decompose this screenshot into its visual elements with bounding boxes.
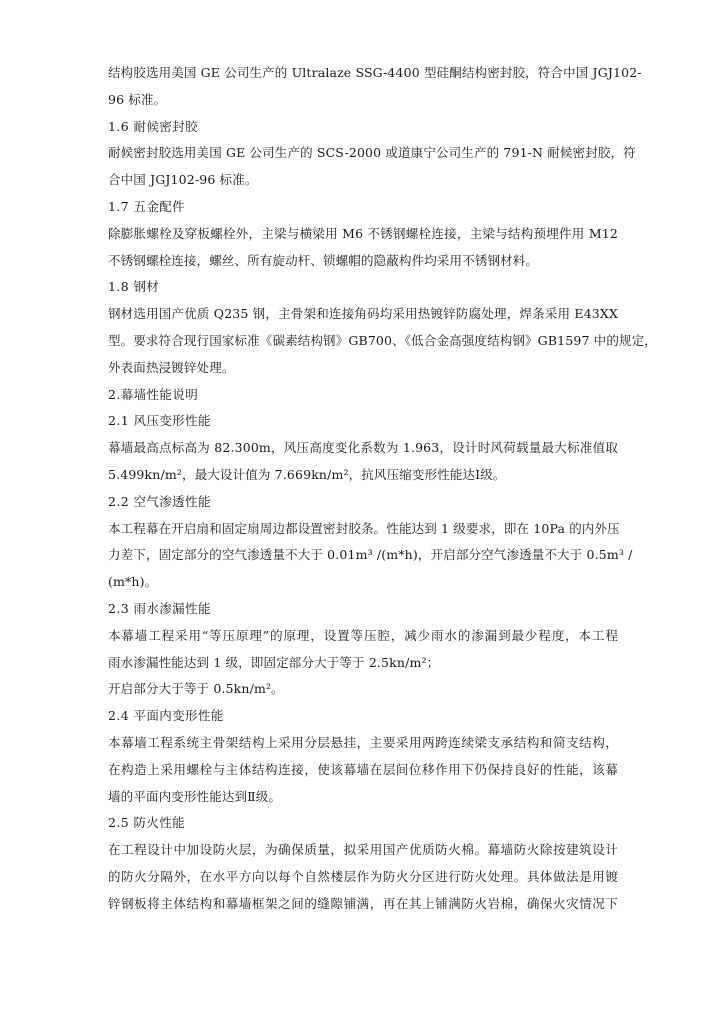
paragraph-line: 不锈钢螺栓连接，螺丝、所有旋动杆、锁螺帽的隐蔽构件均采用不锈钢材料。	[108, 252, 539, 268]
paragraph-line: 的防火分隔外，在水平方向以每个自然楼层作为防火分区进行防火处理。具体做法是用镀	[108, 868, 618, 884]
section-heading: 2.5 防火性能	[108, 815, 186, 831]
section-heading: 1.6 耐候密封胶	[108, 118, 198, 134]
section-heading: 2.4 平面内变形性能	[108, 708, 224, 724]
paragraph-line: 除膨胀螺栓及穿板螺栓外，主梁与横梁用 M6 不锈钢螺栓连接，主梁与结构预埋件用 M12	[108, 225, 618, 241]
section-heading: 2.2 空气渗透性能	[108, 493, 211, 509]
paragraph-line: 96 标准。	[108, 91, 167, 107]
paragraph-line: 耐候密封胶选用美国 GE 公司生产的 SCS-2000 或道康宁公司生产的 791-N 耐候密封胶，符	[108, 145, 636, 161]
section-heading: 1.7 五金配件	[108, 198, 186, 214]
paragraph-line: 5.499kn/m²，最大设计值为 7.669kn/m²，抗风压缩变形性能达Ⅰ级。	[108, 466, 506, 482]
paragraph-line: 合中国 JGJ102-96 标准。	[108, 172, 258, 188]
paragraph-line: 本幕墙工程系统主骨架结构上采用分层悬挂，主要采用两跨连续梁支承结构和简支结构，	[108, 734, 618, 750]
paragraph-line: 锌钢板将主体结构和幕墙框架之间的缝隙铺满，再在其上铺满防火岩棉，确保火灾情况下	[108, 895, 618, 911]
paragraph-line: 本幕墙工程采用“等压原理”的原理，设置等压腔，减少雨水的渗漏到最少程度，本工程	[108, 627, 618, 643]
paragraph-line: 力差下，固定部分的空气渗透量不大于 0.01m³ /(m*h)，开启部分空气渗透量不大于 0.5m³ /	[108, 547, 633, 563]
paragraph-line: (m*h)。	[108, 574, 158, 590]
section-heading: 2.1 风压变形性能	[108, 413, 211, 429]
paragraph-line: 本工程幕在开启扇和固定扇周边都设置密封胶条。性能达到 1 级要求，即在 10Pa 的内外压	[108, 520, 620, 536]
paragraph-line: 结构胶选用美国 GE 公司生产的 Ultralaze SSG-4400 型硅酮结构密封胶，符合中国 JGJ102-	[108, 65, 642, 80]
paragraph-line: 雨水渗漏性能达到 1 级，即固定部分大于等于 2.5kn/m²；	[108, 654, 440, 670]
section-heading: 1.8 钢材	[108, 279, 160, 295]
paragraph-line: 在工程设计中加设防火层，为确保质量，拟采用国产优质防火棉。幕墙防火除按建筑设计	[108, 842, 618, 858]
paragraph-line: 钢材选用国产优质 Q235 钢，主骨架和连接角码均采用热镀锌防腐处理，焊条采用 E43XX	[108, 306, 618, 322]
paragraph-line: 在构造上采用螺栓与主体结构连接，使该幕墙在层间位移作用下仍保持良好的性能，该幕	[108, 761, 618, 777]
paragraph-line: 墙的平面内变形性能达到Ⅱ级。	[108, 788, 282, 804]
paragraph-line: 外表面热浸镀锌处理。	[108, 359, 235, 375]
section-heading: 2.幕墙性能说明	[108, 386, 199, 402]
paragraph-line: 幕墙最高点标高为 82.300m，风压高度变化系数为 1.963，设计时风荷载量最大标准值取	[108, 440, 618, 456]
paragraph-line: 型。要求符合现行国家标准《碳素结构钢》GB700、《低合金高强度结构钢》GB1597 中的规定，	[108, 332, 657, 348]
document-body	[108, 60, 657, 918]
section-heading: 2.3 雨水渗漏性能	[108, 600, 211, 616]
paragraph-line: 开启部分大于等于 0.5kn/m²。	[108, 681, 284, 697]
